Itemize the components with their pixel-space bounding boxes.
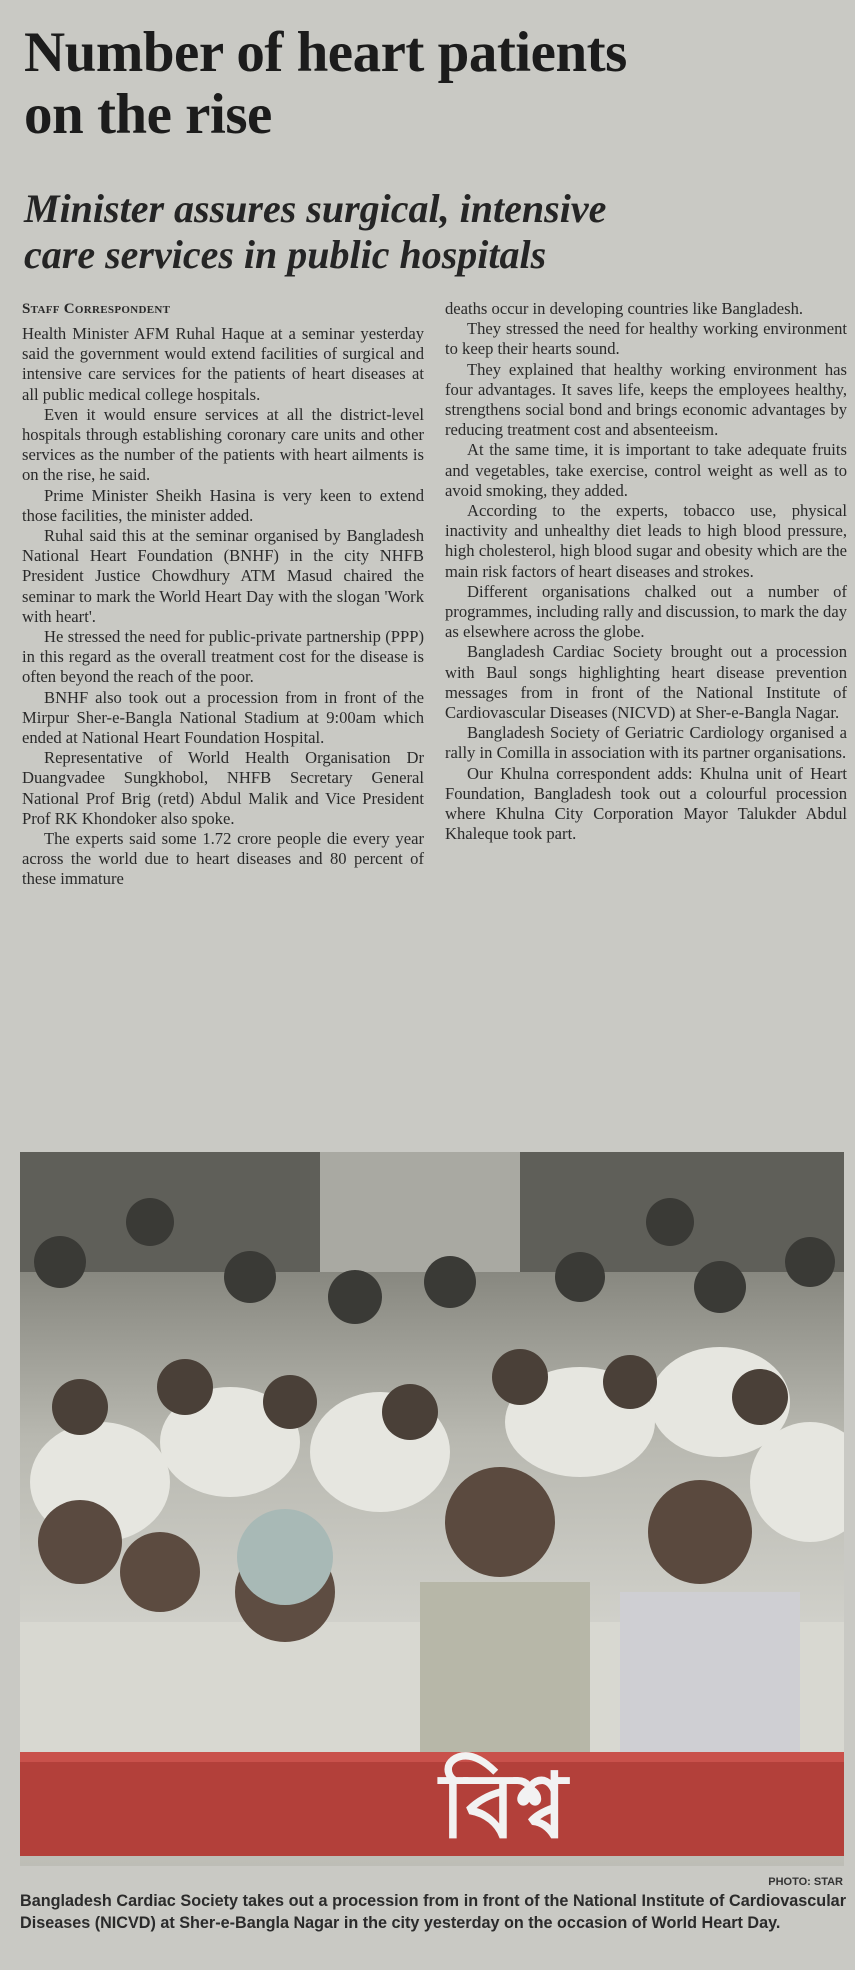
byline: Staff Correspondent (22, 301, 171, 317)
banner (20, 1752, 844, 1856)
paragraph: He stressed the need for public-private partnership (PPP) in this regard as the overall treatment cost for the disease is often beyond the reach of the poor. (22, 627, 424, 687)
paragraph: Ruhal said this at the seminar organised by Bangladesh National Heart Foundation (BNHF) in the city NHFB President Justice Chowdhury ATM Masud chaired the seminar to mark the World Heart Day with the slogan 'Work with heart'. (22, 526, 424, 626)
headline-line-2: on the rise (24, 83, 272, 146)
subhead-line-2: care services in public hospitals (24, 232, 547, 277)
paragraph: According to the experts, tobacco use, physical inactivity and unhealthy diet leads to high blood pressure, high cholesterol, high blood sugar and obesity which are the main risk factors of heart diseases and strokes. (445, 501, 847, 581)
banner-text: বিশ্ব (440, 1754, 568, 1859)
paragraph: They stressed the need for healthy working environment to keep their hearts sound. (445, 319, 847, 359)
paragraph: BNHF also took out a procession from in front of the Mirpur Sher-e-Bangla National Stadium at 9:00am which ended at National Heart Foundation Hospital. (22, 687, 424, 748)
procession-illustration (20, 1152, 844, 1866)
paragraph: Bangladesh Cardiac Society brought out a procession with Baul songs highlighting heart disease prevention messages from in front of the National Institute of Cardiovascular Diseases (NICVD) at Sher-e-Bangla Nagar. (445, 642, 847, 723)
paragraph: Health Minister AFM Ruhal Haque at a seminar yesterday said the government would extend facilities of surgical and intensive care services for the patients of heart diseases at all public medical college hospitals. (22, 324, 424, 404)
photo-caption: Bangladesh Cardiac Society takes out a procession from in front of the National Institute of Cardiovascular Diseases (NICVD) at Sher-e-Bangla Nagar in the city yesterday on the occasion of World Heart Day. (20, 1892, 846, 1932)
paragraph: Bangladesh Society of Geriatric Cardiology organised a rally in Comilla in association with its partner organisations. (445, 723, 847, 763)
paragraph: Even it would ensure services at all the district-level hospitals through establishing coronary care units and other services as the number of the patients with heart ailments is on the rise, he said. (22, 404, 424, 485)
paragraph: At the same time, it is important to take adequate fruits and vegetables, take exercise, control weight as well as to avoid smoking, they added. (445, 440, 847, 500)
news-photo (20, 1152, 844, 1866)
headline (24, 22, 854, 146)
paragraph: The experts said some 1.72 crore people die every year across the world due to heart diseases and 80 percent of these immature (22, 829, 424, 889)
article-column-2 (445, 299, 847, 844)
paragraph: They explained that healthy working environment has four advantages. It saves life, keeps the employees healthy, strengthens social bond and brings economic advantages by reducing treatment cost and absenteeism. (445, 359, 847, 440)
paragraph: deaths occur in developing countries like Bangladesh. (445, 299, 804, 318)
paragraph: Our Khulna correspondent adds: Khulna unit of Heart Foundation, Bangladesh took out a colourful procession where Khulna City Corporation Mayor Talukder Abdul Khaleque took part. (445, 763, 847, 844)
photo-vehicle (320, 1152, 520, 1272)
banner-edge (20, 1752, 844, 1762)
photo-credit: PHOTO: STAR (768, 1876, 843, 1888)
subheadline (24, 186, 844, 278)
subhead-line-1: Minister assures surgical, intensive (24, 186, 607, 231)
article-column-1 (22, 324, 424, 890)
paragraph: Prime Minister Sheikh Hasina is very keen to extend those facilities, the minister added. (22, 485, 424, 525)
paragraph: Representative of World Health Organisation Dr Duangvadee Sungkhobol, NHFB Secretary General National Prof Brig (retd) Abdul Malik and Vice President Prof RK Khondoker also spoke. (22, 748, 424, 828)
paragraph: Different organisations chalked out a number of programmes, including rally and discussion, to mark the day as elsewhere across the globe. (445, 581, 847, 642)
headline-line-1: Number of heart patients (24, 21, 627, 84)
